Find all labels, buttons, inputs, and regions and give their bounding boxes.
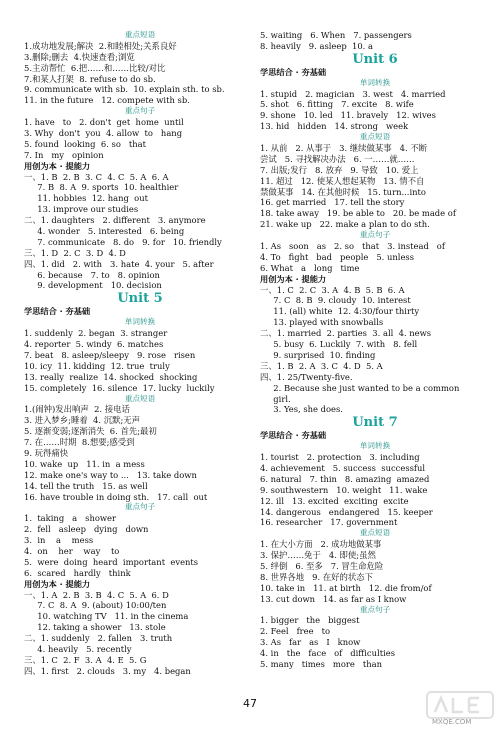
answer-line: 3.删除;删去 4.快速查看;浏览	[24, 51, 135, 62]
answer-line: 二、1. suddenly 2. fallen 3. truth	[24, 633, 173, 644]
answer-line: 11. (all) white 12. 4:30/four thirty	[260, 306, 420, 317]
answer-line: 16. researcher 17. government	[260, 517, 398, 528]
answer-line: girl.	[260, 393, 291, 404]
answer-line: 15. completely 16. silence 17. lucky luckily	[24, 382, 215, 393]
answer-line: 10. wake up 11. in a mess	[24, 458, 145, 469]
answer-line: 7. B 8. A 9. sports 10. healthier	[24, 182, 179, 193]
section-subheading: 单词转换	[359, 77, 391, 87]
answer-line: 1. As soon as 2. so that 3. instead of	[260, 241, 445, 252]
answer-line: 1.(闹钟)发出响声 2. 接电话	[24, 404, 130, 415]
right-column	[260, 30, 490, 670]
answer-line: 1. taking a shower	[24, 513, 117, 524]
answer-line: 2. fell asleep dying down	[24, 524, 149, 535]
answer-line: 5. busy 6. Luckily 7. with 8. fell	[260, 339, 418, 350]
answer-line: 三、1. B 2. A 3. C 4. D 5. A	[260, 360, 383, 371]
answer-line: 8. heavily 9. asleep 10. a	[260, 40, 373, 51]
answer-line: 14. tell the truth 15. as well	[24, 480, 148, 491]
answer-line: 4. heavily 5. recently	[24, 643, 132, 654]
answer-line: 3. 进入梦乡;睡着 4. 沉默;无声	[24, 415, 141, 426]
answer-line: 10. icy 11. kidding 12. true truly	[24, 360, 170, 371]
answer-line: 13. really realize 14. shocked shocking	[24, 371, 198, 382]
answer-line: 4. in the face of difficulties	[260, 648, 395, 659]
page-number: 47	[243, 697, 257, 710]
answer-line: 1. tourist 2. protection 3. including	[260, 452, 420, 463]
answer-line: 三、1. C 2. F 3. A 4. E 5. G	[24, 654, 147, 665]
answer-line: 18. take away 19. be able to 20. be made of	[260, 208, 456, 219]
answer-line: 5. 逐渐变弱;逐渐消失 6. 首先;最初	[24, 426, 157, 437]
answer-line: 9. 玩得痛快	[24, 447, 69, 458]
answer-line: 尝试 5. 寻找解决办法 6. 一……就……	[260, 153, 415, 164]
section-subheading: 重点句子	[124, 106, 156, 116]
section-subheading: 重点句子	[359, 604, 391, 614]
answer-line: 10. take in 11. at birth 12. die from/of	[260, 582, 432, 593]
answer-line: 5. shot 6. fitting 7. excite 8. wife	[260, 99, 414, 110]
answer-line: 3. in a mess	[24, 535, 94, 546]
answer-line: 7. communicate 8. do 9. for 10. friendly	[24, 236, 222, 247]
answer-line: 9. development 10. decision	[24, 280, 162, 291]
answer-line: 21. wake up 22. make a plan to do sth.	[260, 219, 430, 230]
section-heading: 学思结合 · 夯基础	[24, 306, 91, 317]
section-subheading: 重点短语	[359, 132, 391, 142]
answer-line: 2. Because she just wanted to be a common	[260, 382, 460, 393]
answer-line: 一、1. C 2. C 3. A 4. B 5. B 6. A	[260, 284, 405, 295]
section-subheading: 重点短语	[124, 30, 156, 39]
answer-line: 4. wonder 5. interested 6. being	[24, 226, 185, 237]
answer-line: 9. southwestern 10. weight 11. wake	[260, 484, 428, 495]
answer-line: 9. shone 10. led 11. bravely 12. wives	[260, 110, 436, 121]
answer-line: 4. achievement 5. success successful	[260, 462, 426, 473]
answer-line: 6. What a long time	[260, 262, 360, 273]
unit-title: Unit 6	[352, 51, 398, 67]
answer-line: 7. C 8. A 9. (about) 10:00/ten	[24, 600, 167, 611]
answer-line: 一、1. A 2. B 3. B 4. C 5. A 6. D	[24, 589, 169, 600]
answer-line: 1. have to 2. don't get home until	[24, 117, 184, 128]
answer-line: 14. dangerous endangered 15. keeper	[260, 506, 433, 517]
answer-line: 2. Feel free to	[260, 626, 330, 637]
answer-line: 3. Why don't you 4. allow to hang	[24, 128, 183, 139]
section-heading: 用创为本 · 提能力	[260, 273, 327, 284]
answer-line: 3. 保护……免于 4. 即使;虽然	[260, 550, 376, 561]
answer-line: 7. 出版;发行 8. 放弃 9. 导致 10. 爱上	[260, 164, 419, 175]
answer-line: 13. cut down 14. as far as I know	[260, 593, 407, 604]
answer-line: 5. were doing heard important events	[24, 556, 199, 567]
section-subheading: 重点短语	[124, 393, 156, 403]
answer-line: 7.和某人打架 8. refuse to do sb.	[24, 73, 156, 84]
answer-line: 四、1. first 2. clouds 3. my 4. began	[24, 665, 191, 676]
answer-line: 16. have trouble in doing sth. 17. call out	[24, 491, 208, 502]
section-subheading: 重点句子	[359, 230, 391, 240]
answer-line: 禁做某事 14. 在其他时候 15. turn...into	[260, 186, 426, 197]
answer-line: 10. watching TV 11. in the cinema	[24, 611, 189, 622]
answer-line: 3. As far as I know	[260, 637, 361, 648]
answer-line: 4. on her way to	[24, 545, 120, 556]
section-heading: 用创为本 · 提能力	[24, 578, 91, 589]
answer-line: 11. in the future 12. compete with sb.	[24, 95, 190, 106]
answer-line: 4. reporter 5. windy 6. matches	[24, 339, 164, 350]
answer-line: 5. 绊倒 6. 至多 7. 冒生命危险	[260, 560, 384, 571]
answer-line: 12. ill 13. excited exciting excite	[260, 495, 409, 506]
answer-line: 11. hobbies 12. hang out	[24, 193, 148, 204]
answer-line: 9. communicate with sb. 10. explain sth. to sb.	[24, 84, 225, 95]
answer-line: 四、1. 25/Twenty-five.	[260, 371, 353, 382]
answer-line: 三、1. D 2. C 3. D 4. D	[24, 247, 126, 258]
answer-line: 13. played with snowballs	[260, 317, 384, 328]
section-heading: 用创为本 · 提能力	[24, 160, 91, 171]
answer-line: 1. stupid 2. magician 3. west 4. married	[260, 88, 446, 99]
answer-line: 13. improve our studies	[24, 204, 139, 215]
answer-line: 1.成功地发展;解决 2.和睦相处;关系良好	[24, 40, 177, 51]
answer-line: 7. 在……时期 8.想要;感受到	[24, 437, 135, 448]
answer-line: 4. To fight bad people 5. unless	[260, 251, 415, 262]
section-subheading: 单词转换	[359, 441, 391, 451]
answer-line: 6. natural 7. thin 8. amazing amazed	[260, 473, 430, 484]
section-heading: 学思结合 · 夯基础	[260, 430, 327, 441]
answer-line: 二、1. married 2. parties 3. all 4. news	[260, 328, 432, 339]
section-subheading: 重点短语	[359, 528, 391, 538]
answer-line: 6. because 7. to 8. opinion	[24, 269, 160, 280]
answer-line: 12. taking a shower 13. stole	[24, 622, 166, 633]
answer-line: 7. C 8. B 9. cloudy 10. interest	[260, 295, 411, 306]
answer-line: 16. get married 17. tell the story	[260, 197, 405, 208]
answer-line: 7. In my opinion	[24, 149, 104, 160]
answer-line: 7. beat 8. asleep/sleepy 9. rose risen	[24, 349, 196, 360]
watermark-text: MXQE.COM	[432, 718, 472, 726]
answer-line: 一、1. B 2. B 3. C 4. C 5. A 6. A	[24, 171, 169, 182]
section-subheading: 重点句子	[124, 502, 156, 512]
answer-line: 12. make one's way to ... 13. take down	[24, 469, 197, 480]
answer-line: 9. surprised 10. finding	[260, 349, 376, 360]
answer-line: 1. suddenly 2. began 3. stranger	[24, 328, 168, 339]
answer-line: 5. found looking 6. so that	[24, 138, 146, 149]
answer-line: 8. 世界各地 9. 在好的状态下	[260, 571, 374, 582]
answer-line: 5. many times more than	[260, 658, 383, 669]
answer-line: 四、1. did 2. with 3. hate 4. your 5. after	[24, 258, 214, 269]
left-column	[24, 30, 256, 677]
answer-line: 11. 超过 12. 使某人想起某物 13. 情不自	[260, 175, 425, 186]
answer-line: 3. Yes, she does.	[260, 404, 343, 415]
unit-title: Unit 7	[352, 415, 398, 431]
section-subheading: 单词转换	[124, 317, 156, 327]
answer-line: 1. 从前 2. 从事于 3. 继续做某事 4. 不断	[260, 143, 428, 154]
answer-line: 1. bigger the biggest	[260, 615, 360, 626]
answer-line: 6. scared hardly think	[24, 567, 131, 578]
answer-line: 1. 在大小方面 2. 成功地做某事	[260, 539, 382, 550]
answer-line: 二、1. daughters 2. different 3. anymore	[24, 215, 206, 226]
answer-line: 13. hid hidden 14. strong week	[260, 121, 409, 132]
unit-title: Unit 5	[117, 291, 163, 307]
section-heading: 学思结合 · 夯基础	[260, 66, 327, 77]
answer-line: 5.主动帮忙 6.把……和……比较/对比	[24, 62, 166, 73]
answer-line: 5. waiting 6. When 7. passengers	[260, 30, 412, 40]
